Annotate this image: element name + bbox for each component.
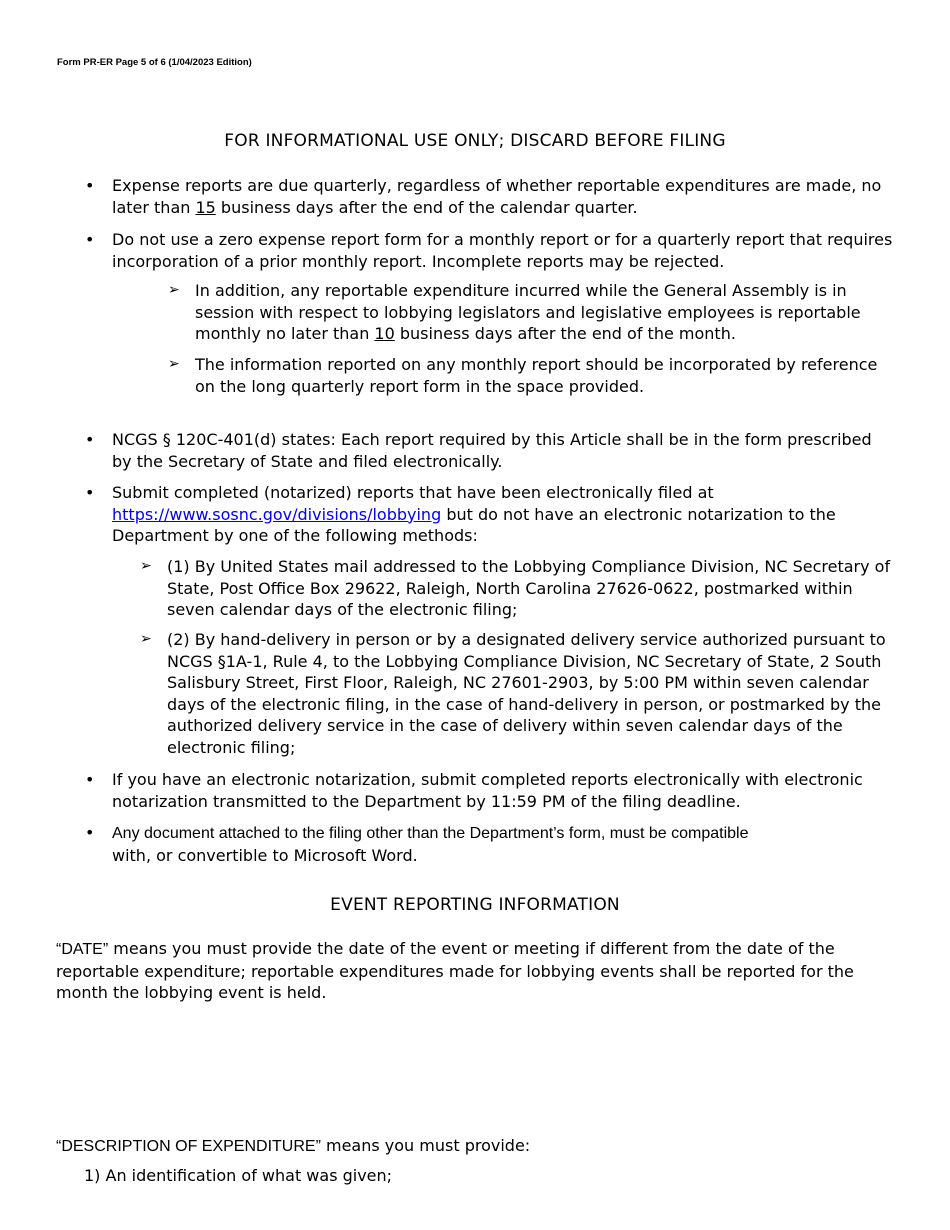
lobbying-link[interactable]: https://www.sosnc.gov/divisions/lobbying (112, 504, 442, 524)
bullet-attachments (85, 822, 895, 866)
bullet-text-end: business days after the end of the calendar quarter. (215, 197, 638, 217)
arrow-bullet-icon: ➢ (168, 356, 180, 372)
bullet-text: NCGS § 120C-401(d) states: Each report required by this Article shall be in the form prescribed by the Secretary of State and filed electronically. (112, 430, 872, 471)
bullet-text: If you have an electronic notarization, submit completed reports electronically with electronic notarization transmitted to the Department by 11:59 PM of the filing deadline. (112, 770, 863, 811)
bullet-ncgs (85, 429, 895, 472)
method-mail (140, 556, 895, 621)
sub-text: The information reported on any monthly report should be incorporated by reference on the long quarterly report form in the space provided. (195, 355, 878, 396)
description-item-1: 1) An identification of what was given; (84, 1166, 393, 1185)
bullet-due-quarterly (85, 175, 895, 218)
event-reporting-title: EVENT REPORTING INFORMATION (330, 895, 620, 915)
arrow-bullet-icon: ➢ (140, 558, 152, 574)
method-text: (2) By hand-delivery in person or by a designated delivery service authorized pursuant to NCGS §1A-1, Rule 4, to the Lobbying Compliance Division, NC Secretary of State, 2 South Salisbury Street, First Floor, Raleigh, NC 27601-2903, by 5:00 PM within seven calendar days of the electronic filing, in the case of hand-delivery in person, or postmarked by the authorized delivery service in the case of delivery within seven calendar days of the electronic filing; (167, 630, 886, 757)
sub-item-monthly-report (168, 354, 890, 397)
bullet-icon: • (85, 770, 95, 789)
bullet-zero-expense (85, 229, 895, 272)
bullet-icon: • (85, 483, 95, 502)
bullet-icon: • (85, 823, 95, 842)
description-text: means you must provide: (320, 1136, 531, 1155)
description-definition (56, 1135, 896, 1158)
sub-text-end: business days after the end of the month. (394, 324, 736, 343)
bullet-electronic-notarization (85, 769, 895, 812)
bullet-text: Do not use a zero expense report form for a monthly report or for a quarterly report that requires incorporation of a prior monthly report. Incomplete reports may be rejected. (112, 230, 893, 271)
monthly-days-number: 10 (374, 324, 395, 343)
form-header: Form PR-ER Page 5 of 6 (1/04/2023 Edition) (57, 57, 252, 68)
bullet-text-end: with, or convertible to Microsoft Word. (112, 845, 418, 865)
method-hand-delivery (140, 629, 895, 758)
date-definition (56, 938, 896, 1004)
sub-text: In addition, any reportable expenditure incurred while the General Assembly is in session with respect to lobbying legislators and legislative employees is reportable monthly no later than (195, 281, 861, 343)
description-term: “DESCRIPTION OF EXPENDITURE” (56, 1138, 321, 1155)
bullet-text: Submit completed (notarized) reports that have been electronically filed at (112, 483, 714, 502)
bullet-text: Expense reports are due quarterly, regardless of whether reportable expenditures are made, no later than (112, 176, 882, 217)
bullet-icon: • (85, 230, 95, 249)
informational-title: FOR INFORMATIONAL USE ONLY; DISCARD BEFORE FILING (224, 131, 726, 151)
bullet-text-end: but do not have an electronic notarization to the Department by one of the following methods: (112, 504, 836, 545)
arrow-bullet-icon: ➢ (140, 631, 152, 647)
sub-item-session (168, 280, 890, 345)
date-text: means you must provide the date of the event or meeting if different from the date of the reportable expenditure; reportable expenditures made for lobbying events shall be reported for the month the lobbying event is held. (56, 939, 854, 1002)
bullet-icon: • (85, 430, 95, 449)
bullet-text: Any document attached to the filing other than the Department’s form, must be compatible (112, 825, 749, 842)
business-days-number: 15 (195, 197, 216, 217)
bullet-icon: • (85, 176, 95, 195)
arrow-bullet-icon: ➢ (168, 282, 180, 298)
method-text: (1) By United States mail addressed to the Lobbying Compliance Division, NC Secretary of State, Post Office Box 29622, Raleigh, North Carolina 27626-0622, postmarked within seven calendar days of the electronic filing; (167, 557, 891, 619)
bullet-submit (85, 482, 895, 547)
date-term: “DATE” (56, 941, 109, 958)
